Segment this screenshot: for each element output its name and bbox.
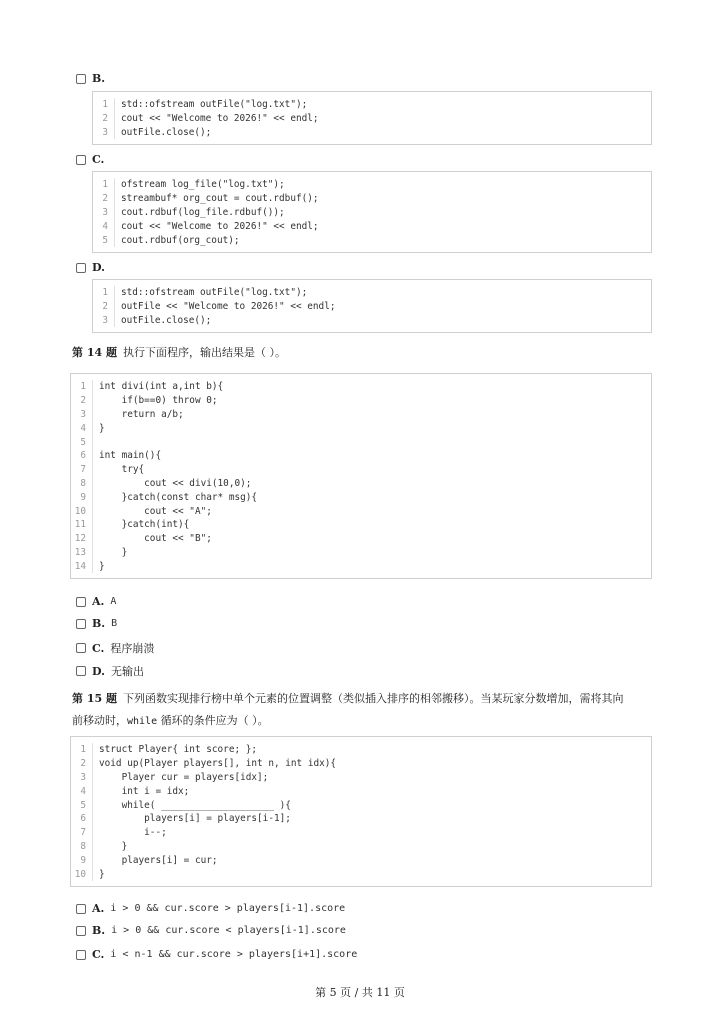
code-text: void up(Player players[], int n, int idx){ bbox=[99, 758, 337, 770]
line-number: 9 bbox=[71, 853, 93, 867]
code-text: players[i] = cur; bbox=[99, 854, 218, 866]
code-text: std::ofstream outFile("log.txt"); bbox=[121, 287, 308, 299]
option-letter: B. bbox=[92, 617, 106, 630]
option-letter: D. bbox=[92, 664, 105, 678]
code-text: return a/b; bbox=[99, 408, 184, 420]
question-text-2a: 前移动时， bbox=[72, 714, 127, 727]
line-number: 3 bbox=[93, 206, 115, 220]
code-line bbox=[71, 840, 651, 854]
line-number: 3 bbox=[93, 126, 115, 140]
line-number: 3 bbox=[93, 314, 115, 328]
checkbox[interactable] bbox=[76, 666, 86, 676]
line-number: 12 bbox=[71, 532, 93, 546]
line-number: 14 bbox=[71, 559, 93, 573]
question-number: 第 14 题 bbox=[72, 346, 117, 359]
code-line bbox=[71, 435, 651, 449]
q14-code bbox=[70, 373, 652, 579]
code-line bbox=[71, 463, 651, 477]
code-line bbox=[71, 394, 651, 408]
code-text: i--; bbox=[99, 827, 167, 839]
line-number: 3 bbox=[71, 408, 93, 422]
q14-option-a[interactable] bbox=[76, 595, 116, 608]
line-number: 10 bbox=[71, 504, 93, 518]
question-text: 下列函数实现排行榜中单个元素的位置调整（类似插入排序的相邻搬移）。当某玩家分数增加，需将其向 bbox=[122, 692, 624, 705]
question-text: 执行下面程序，输出结果是（ ）。 bbox=[122, 346, 286, 359]
question-text-2b: 循环的条件应为（ ）。 bbox=[160, 714, 269, 727]
q15-option-a[interactable] bbox=[76, 902, 345, 915]
option-letter: C. bbox=[92, 641, 105, 655]
code-line bbox=[93, 112, 651, 126]
code-text: } bbox=[99, 840, 128, 852]
line-number: 2 bbox=[93, 112, 115, 126]
checkbox[interactable] bbox=[76, 950, 86, 960]
line-number: 1 bbox=[71, 380, 93, 394]
code-text: ofstream log_file("log.txt"); bbox=[121, 179, 285, 191]
q15-stem bbox=[72, 688, 652, 733]
code-text: cout << "Welcome to 2026!" << endl; bbox=[121, 220, 319, 232]
page-footer: 第 5 页 / 共 11 页 bbox=[315, 986, 405, 999]
code-text: cout << divi(10,0); bbox=[99, 477, 252, 489]
code-line bbox=[71, 490, 651, 504]
code-text: outFile << "Welcome to 2026!" << endl; bbox=[121, 301, 336, 313]
checkbox[interactable] bbox=[76, 643, 86, 653]
code-line bbox=[71, 380, 651, 394]
code-text: cout.rdbuf(log_file.rdbuf()); bbox=[121, 206, 285, 218]
code-line bbox=[71, 743, 651, 757]
code-line bbox=[93, 286, 651, 300]
checkbox[interactable] bbox=[76, 74, 86, 84]
code-text: if(b==0) throw 0; bbox=[99, 395, 218, 407]
q14-option-d[interactable] bbox=[76, 663, 144, 679]
line-number: 5 bbox=[71, 435, 93, 449]
code-text: int divi(int a,int b){ bbox=[99, 381, 224, 393]
option-letter: D. bbox=[92, 261, 105, 274]
code-text: try{ bbox=[99, 464, 145, 476]
code-line bbox=[71, 449, 651, 463]
checkbox[interactable] bbox=[76, 263, 86, 273]
q15-option-b[interactable] bbox=[76, 924, 346, 937]
code-line bbox=[71, 853, 651, 867]
code-text: outFile.close(); bbox=[121, 126, 212, 138]
line-number: 7 bbox=[71, 463, 93, 477]
line-number: 4 bbox=[93, 219, 115, 233]
code-line bbox=[93, 126, 651, 140]
q15-option-c[interactable] bbox=[76, 948, 357, 961]
line-number: 4 bbox=[71, 421, 93, 435]
line-number: 2 bbox=[71, 394, 93, 408]
line-number: 10 bbox=[71, 867, 93, 881]
line-number: 8 bbox=[71, 840, 93, 854]
code-line bbox=[71, 784, 651, 798]
q13-option-d[interactable] bbox=[76, 261, 111, 274]
q13-option-d-code bbox=[92, 279, 652, 333]
line-number: 8 bbox=[71, 477, 93, 491]
code-line bbox=[93, 233, 651, 247]
option-letter: A. bbox=[92, 902, 105, 915]
line-number: 2 bbox=[71, 757, 93, 771]
option-letter: B. bbox=[92, 72, 106, 85]
code-line bbox=[71, 546, 651, 560]
line-number: 1 bbox=[71, 743, 93, 757]
q14-stem bbox=[72, 342, 652, 364]
code-text: cout << "Welcome to 2026!" << endl; bbox=[121, 113, 319, 125]
code-line bbox=[93, 192, 651, 206]
line-number: 9 bbox=[71, 490, 93, 504]
code-text: streambuf* org_cout = cout.rdbuf(); bbox=[121, 193, 319, 205]
code-line bbox=[71, 757, 651, 771]
checkbox[interactable] bbox=[76, 619, 86, 629]
option-text: 程序崩溃 bbox=[110, 642, 155, 655]
question-number: 第 15 题 bbox=[72, 692, 117, 705]
checkbox[interactable] bbox=[76, 597, 86, 607]
code-text: Player cur = players[idx]; bbox=[99, 771, 269, 783]
option-letter: C. bbox=[92, 948, 105, 961]
code-text: struct Player{ int score; }; bbox=[99, 744, 258, 756]
code-line bbox=[93, 314, 651, 328]
option-letter: A. bbox=[92, 595, 105, 608]
option-text: B bbox=[111, 618, 118, 629]
code-text: }catch(int){ bbox=[99, 519, 190, 531]
line-number: 5 bbox=[71, 798, 93, 812]
code-line bbox=[93, 300, 651, 314]
code-line bbox=[93, 98, 651, 112]
line-number: 1 bbox=[93, 286, 115, 300]
code-text: } bbox=[99, 868, 105, 880]
q15-code bbox=[70, 736, 652, 887]
code-text: while( ____________________ ){ bbox=[99, 799, 291, 811]
code-text: outFile.close(); bbox=[121, 314, 212, 326]
code-line bbox=[71, 812, 651, 826]
line-number: 2 bbox=[93, 192, 115, 206]
option-text: i > 0 && cur.score > players[i-1].score bbox=[110, 903, 346, 914]
line-number: 6 bbox=[71, 812, 93, 826]
code-line bbox=[71, 826, 651, 840]
code-line bbox=[93, 178, 651, 192]
code-line bbox=[71, 532, 651, 546]
code-line bbox=[71, 421, 651, 435]
code-line bbox=[71, 771, 651, 785]
code-line bbox=[71, 867, 651, 881]
code-text: int main(){ bbox=[99, 450, 162, 462]
code-text: cout << "B"; bbox=[99, 533, 212, 545]
q14-option-b[interactable] bbox=[76, 617, 117, 630]
option-text: 无输出 bbox=[110, 665, 144, 678]
option-letter: B. bbox=[92, 924, 106, 937]
checkbox[interactable] bbox=[76, 155, 86, 165]
q13-option-b-code bbox=[92, 91, 652, 145]
checkbox[interactable] bbox=[76, 904, 86, 914]
code-text: int i = idx; bbox=[99, 785, 190, 797]
line-number: 6 bbox=[71, 449, 93, 463]
code-line bbox=[93, 206, 651, 220]
code-text: cout << "A"; bbox=[99, 505, 212, 517]
code-line bbox=[93, 219, 651, 233]
line-number: 13 bbox=[71, 546, 93, 560]
option-letter: C. bbox=[92, 153, 105, 166]
code-line bbox=[71, 518, 651, 532]
code-text: players[i] = players[i-1]; bbox=[99, 813, 291, 825]
checkbox[interactable] bbox=[76, 926, 86, 936]
option-text: i < n-1 && cur.score > players[i+1].score bbox=[110, 949, 358, 960]
q13-option-c[interactable] bbox=[76, 153, 110, 166]
code-line bbox=[71, 504, 651, 518]
line-number: 2 bbox=[93, 300, 115, 314]
code-text: }catch(const char* msg){ bbox=[99, 491, 258, 503]
line-number: 1 bbox=[93, 98, 115, 112]
code-line bbox=[71, 477, 651, 491]
q13-option-b[interactable] bbox=[76, 72, 111, 85]
code-text: } bbox=[99, 560, 105, 572]
code-line bbox=[71, 559, 651, 573]
code-text: } bbox=[99, 546, 128, 558]
q14-option-c[interactable] bbox=[76, 640, 154, 656]
line-number: 11 bbox=[71, 518, 93, 532]
line-number: 5 bbox=[93, 233, 115, 247]
question-code-word: while bbox=[127, 716, 158, 727]
line-number: 7 bbox=[71, 826, 93, 840]
option-text: i > 0 && cur.score < players[i-1].score bbox=[111, 925, 346, 936]
line-number: 3 bbox=[71, 771, 93, 785]
code-text: cout.rdbuf(org_cout); bbox=[121, 234, 240, 246]
q13-option-c-code bbox=[92, 171, 652, 253]
code-line bbox=[71, 408, 651, 422]
code-text: } bbox=[99, 422, 105, 434]
line-number: 4 bbox=[71, 784, 93, 798]
code-line bbox=[71, 798, 651, 812]
line-number: 1 bbox=[93, 178, 115, 192]
code-text: std::ofstream outFile("log.txt"); bbox=[121, 99, 308, 111]
option-text: A bbox=[110, 596, 117, 607]
